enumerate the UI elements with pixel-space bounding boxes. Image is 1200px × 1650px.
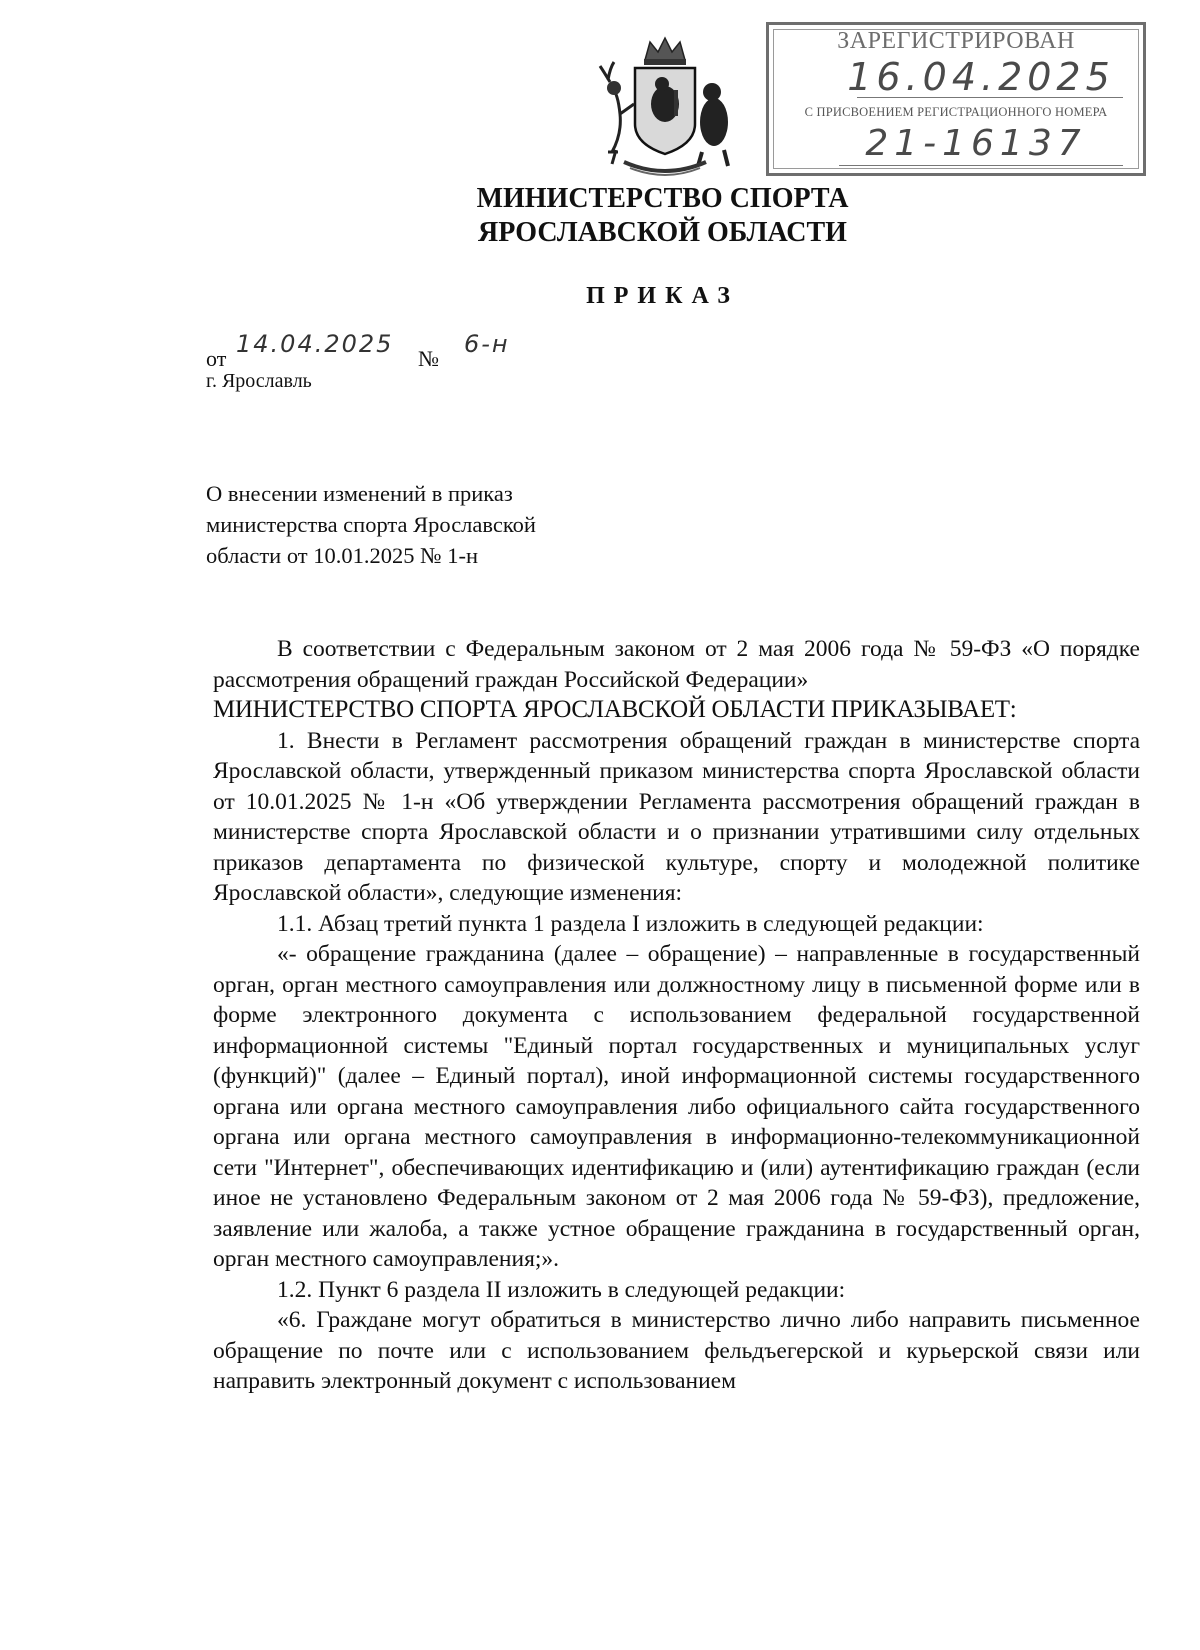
item-1-1-paragraph: 1.1. Абзац третий пункта 1 раздела I изложить в следующей редакции: bbox=[277, 910, 984, 937]
stamp-registration-date: 16.04.2025 bbox=[847, 55, 1115, 99]
stamp-registration-number: 21-16137 bbox=[865, 123, 1087, 164]
stamp-underline bbox=[839, 165, 1123, 166]
date-prefix: от bbox=[206, 346, 227, 371]
preamble-paragraph: В соответствии с Федеральным законом от 2 мая 2006 года № 59-ФЗ «О порядке рассмотрения обращений граждан Российской Федерации» bbox=[213, 636, 1140, 693]
yaroslavl-coat-of-arms-icon bbox=[590, 32, 740, 182]
order-date: 14.04.2025 bbox=[236, 330, 394, 358]
order-body bbox=[213, 634, 1140, 1397]
number-prefix: № bbox=[418, 346, 439, 371]
order-number: 6-н bbox=[464, 330, 510, 358]
item-1-1-text-paragraph: «- обращение гражданина (далее – обращение) – направленные в государственный орган, орган местного самоуправления или должностному лицу в письменной форме или в форме электронного документа с использованием федеральной государственной информационной системы "Единый портал государственных и муниципальных услуг (функций)" (далее – Единый портал), иной информационной системы государственного органа или органа местного самоуправления либо официального сайта государственного органа или органа местного самоуправления в информационно-телекоммуникационной сети "Интернет", обеспечивающих идентификацию и (или) аутентификацию граждан (если иное не установлено Федеральным законом от 2 мая 2006 года № 59-ФЗ), предложение, заявление или жалоба, а также устное обращение гражданина в государственный орган, орган местного самоуправления;». bbox=[213, 941, 1140, 1272]
registration-stamp bbox=[766, 22, 1146, 176]
subject-line: области от 10.01.2025 № 1-н bbox=[206, 543, 478, 568]
ministry-name-line: МИНИСТЕРСТВО СПОРТА bbox=[476, 183, 849, 214]
ministry-name-line: ЯРОСЛАВСКОЙ ОБЛАСТИ bbox=[478, 217, 847, 248]
item-1-paragraph: 1. Внести в Регламент рассмотрения обращений граждан в министерстве спорта Ярославской области, утвержденный приказом министерства спорта Ярославской области от 10.01.2025 № 1-н «Об утверждении Регламента рассмотрения обращений граждан в министерстве спорта Ярославской области и о признании утратившими силу отдельных приказов департамента по физической культуре, спорту и молодежной политике Ярославской области», следующие изменения: bbox=[213, 727, 1140, 906]
decree-line: МИНИСТЕРСТВО СПОРТА ЯРОСЛАВСКОЙ ОБЛАСТИ ПРИКАЗЫВАЕТ: bbox=[213, 696, 1017, 723]
subject-line: министерства спорта Ярославской bbox=[206, 512, 536, 537]
stamp-title: ЗАРЕГИСТРИРОВАН bbox=[837, 28, 1075, 54]
ministry-name bbox=[0, 182, 1200, 250]
stamp-caption: С ПРИСВОЕНИЕМ РЕГИСТРАЦИОННОГО НОМЕРА bbox=[804, 105, 1108, 119]
document-title: ПРИКАЗ bbox=[586, 283, 739, 309]
order-city: г. Ярославль bbox=[206, 370, 312, 392]
subject-line: О внесении изменений в приказ bbox=[206, 481, 513, 506]
item-1-2-paragraph: 1.2. Пункт 6 раздела II изложить в следующей редакции: bbox=[277, 1276, 846, 1303]
stamp-underline bbox=[857, 97, 1123, 98]
order-subject bbox=[206, 478, 626, 571]
item-1-2-text-paragraph: «6. Граждане могут обратиться в министерство лично либо направить письменное обращение по почте или с использованием фельдъегерской и курьерской связи или направить электронный документ с использованием bbox=[213, 1307, 1140, 1394]
